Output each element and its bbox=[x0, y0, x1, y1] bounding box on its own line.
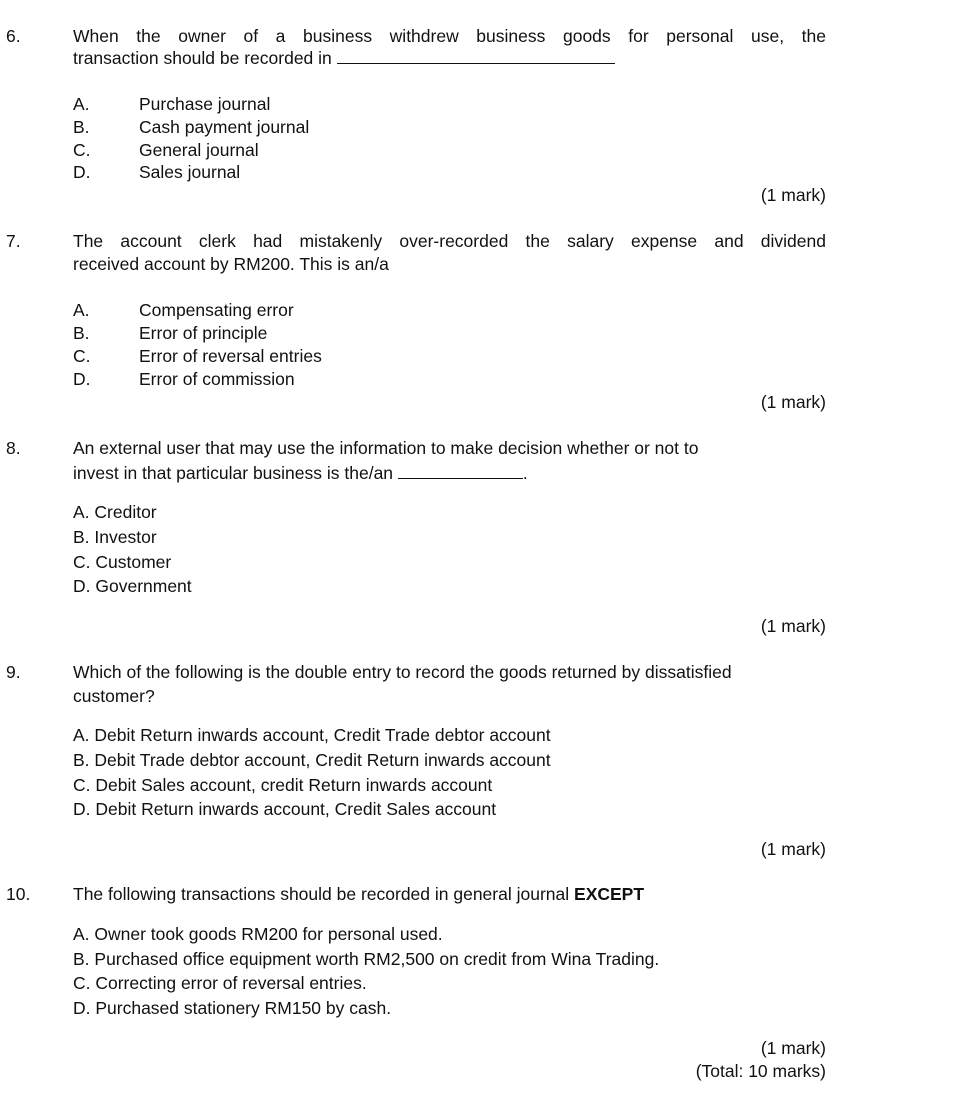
option: D. Debit Return inwards account, Credit Sales account bbox=[73, 799, 497, 819]
emphasis-except: EXCEPT bbox=[574, 884, 645, 904]
question-text: When the owner of a business withdrew business goods for personal use, the bbox=[73, 26, 826, 46]
option: D. Purchased stationery RM150 by cash. bbox=[73, 998, 392, 1018]
option-text: Error of reversal entries bbox=[139, 346, 322, 366]
mark-label: (1 mark) bbox=[760, 1038, 826, 1058]
option-text: Error of principle bbox=[139, 323, 268, 343]
question-number: 8. bbox=[6, 438, 21, 458]
answer-blank bbox=[398, 464, 523, 479]
mark-label: (1 mark) bbox=[760, 185, 826, 205]
mark-label: (1 mark) bbox=[760, 616, 826, 636]
option-letter: B. bbox=[73, 323, 90, 343]
answer-blank bbox=[337, 49, 615, 64]
option-letter: A. bbox=[73, 300, 90, 320]
option-letter: B. bbox=[73, 117, 90, 137]
option: B. Debit Trade debtor account, Credit Return inwards account bbox=[73, 750, 551, 770]
option: C. Debit Sales account, credit Return inwards account bbox=[73, 775, 493, 795]
option: B. Purchased office equipment worth RM2,500 on credit from Wina Trading. bbox=[73, 949, 660, 969]
option-text: Compensating error bbox=[139, 300, 294, 320]
question-number: 10. bbox=[6, 884, 31, 904]
option: B. Investor bbox=[73, 527, 157, 547]
question-number: 7. bbox=[6, 231, 21, 251]
question-text: The account clerk had mistakenly over-recorded the salary expense and dividend bbox=[73, 231, 826, 251]
option: C. Correcting error of reversal entries. bbox=[73, 973, 367, 993]
option-letter: D. bbox=[73, 162, 91, 182]
question-text-line: invest in that particular business is the/an bbox=[73, 463, 394, 483]
option-text: Sales journal bbox=[139, 162, 241, 182]
option-letter: A. bbox=[73, 94, 90, 114]
question-number: 6. bbox=[6, 26, 21, 46]
option-text: Cash payment journal bbox=[139, 117, 310, 137]
question-text-line: The following transactions should be recorded in general journal bbox=[73, 884, 570, 904]
option-letter: D. bbox=[73, 369, 91, 389]
question-text bbox=[73, 462, 528, 484]
question-text: customer? bbox=[73, 686, 155, 706]
option: A. Owner took goods RM200 for personal used. bbox=[73, 924, 443, 944]
question-text: Which of the following is the double entry to record the goods returned by dissatisfied bbox=[73, 662, 732, 682]
option: D. Government bbox=[73, 576, 192, 596]
question-text: An external user that may use the information to make decision whether or not to bbox=[73, 438, 699, 458]
total-marks: (Total: 10 marks) bbox=[695, 1061, 826, 1081]
option: A. Debit Return inwards account, Credit Trade debtor account bbox=[73, 725, 551, 745]
option-text: Purchase journal bbox=[139, 94, 271, 114]
option-letter: C. bbox=[73, 346, 91, 366]
mark-label: (1 mark) bbox=[760, 839, 826, 859]
question-text bbox=[73, 883, 644, 905]
mark-label: (1 mark) bbox=[760, 392, 826, 412]
option: A. Creditor bbox=[73, 502, 157, 522]
period: . bbox=[522, 463, 528, 483]
option: C. Customer bbox=[73, 552, 172, 572]
question-text-line: transaction should be recorded in bbox=[73, 48, 332, 68]
question-text bbox=[73, 47, 615, 69]
question-number: 9. bbox=[6, 662, 21, 682]
option-letter: C. bbox=[73, 140, 91, 160]
option-text: Error of commission bbox=[139, 369, 295, 389]
option-text: General journal bbox=[139, 140, 259, 160]
question-text: received account by RM200. This is an/a bbox=[73, 254, 389, 274]
